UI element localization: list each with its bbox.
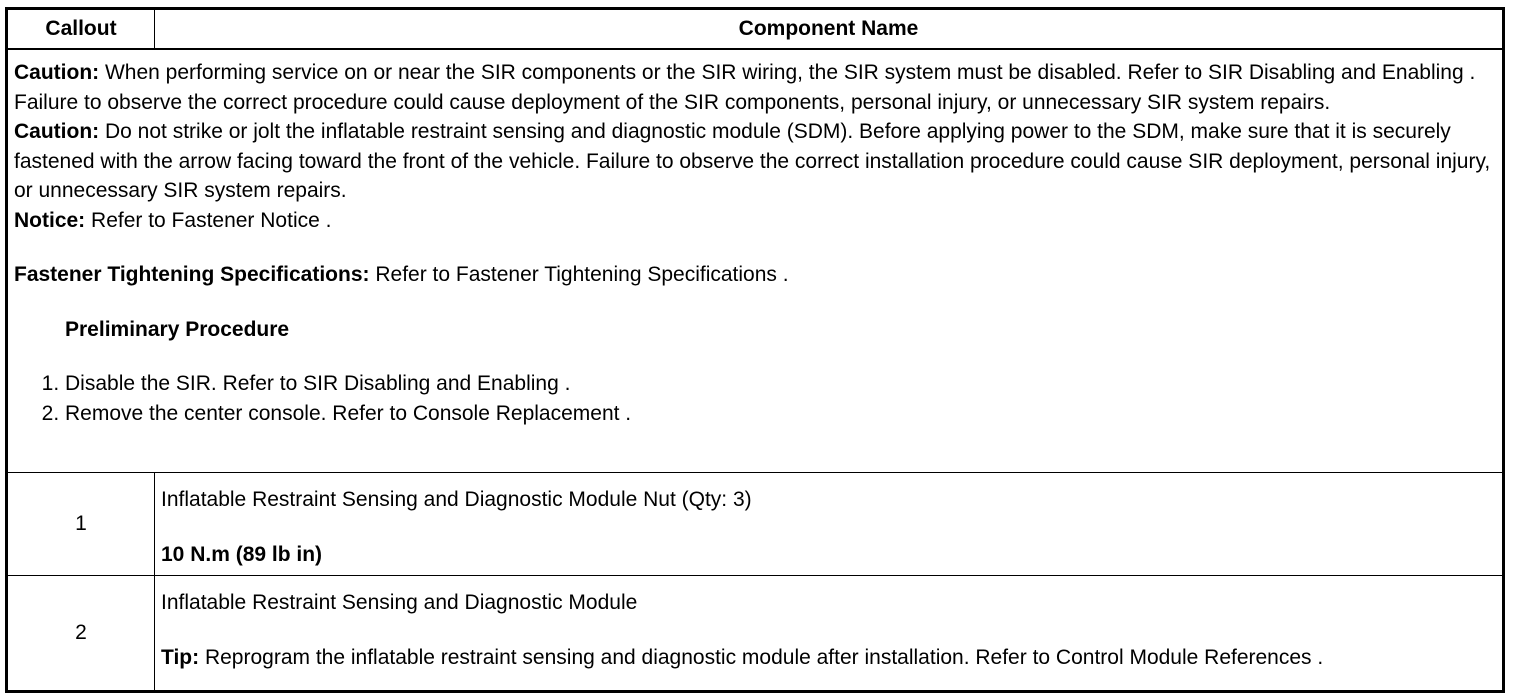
header-callout: Callout: [7, 9, 155, 50]
preliminary-heading: Preliminary Procedure: [65, 317, 290, 341]
step-item: 1. Disable the SIR. Refer to SIR Disabling and Enabling .: [65, 369, 1496, 399]
notice: [14, 206, 1496, 236]
preliminary-steps: [14, 369, 1496, 428]
caution-1: [14, 58, 1496, 117]
component-table: [5, 7, 1505, 693]
table-row: [7, 575, 1504, 692]
torque-spec: 10 N.m (89 lb in): [161, 542, 323, 566]
caution-1-label: Caution:: [14, 61, 100, 84]
intro-row: [7, 49, 1504, 472]
callout-number: 2: [7, 575, 155, 692]
notice-text: Refer to Fastener Notice .: [85, 208, 332, 232]
table-header-row: [7, 9, 1504, 50]
notice-label: Notice:: [14, 208, 86, 232]
caution-1-text: When performing service on or near the SIR components or the SIR wiring, the SIR system must be disabled. Refer to SIR Disabling and Enabling . Failure to observe the correct procedure could cause deployment of the SIR components, personal injury, or unnecessary SIR system repairs.: [14, 61, 1476, 114]
component-cell: [155, 575, 1504, 692]
header-component-name: Component Name: [155, 9, 1504, 50]
fastener-spec: [14, 260, 1496, 290]
callout-number: 1: [7, 472, 155, 575]
caution-2: [14, 117, 1496, 206]
spacer: [161, 617, 1496, 643]
spacer: [14, 235, 1496, 260]
tip-label: Tip:: [161, 645, 200, 669]
tip: [161, 643, 1496, 672]
step-item: 2. Remove the center console. Refer to Console Replacement .: [65, 399, 1496, 429]
intro-cell: [7, 49, 1504, 472]
component-cell: [155, 472, 1504, 575]
component-name: Inflatable Restraint Sensing and Diagnostic Module Nut (Qty: 3): [161, 487, 752, 511]
spacer: [161, 514, 1496, 540]
procedure-document: [5, 7, 1505, 693]
caution-2-label: Caution:: [14, 120, 100, 143]
caution-2-text: Do not strike or jolt the inflatable restraint sensing and diagnostic module (SDM). Before applying power to the SDM, make sure that it is securely fastened with the arrow facing toward the front of the vehicle. Failure to observe the correct installation procedure could cause SIR deployment, personal injury, or unnecessary SIR system repairs.: [14, 120, 1491, 202]
spacer: [14, 344, 1496, 369]
fastener-spec-label: Fastener Tightening Specifications:: [14, 263, 370, 286]
fastener-spec-text: Refer to Fastener Tightening Specifications .: [369, 263, 789, 286]
table-row: [7, 472, 1504, 575]
spacer: [14, 290, 1496, 315]
tip-text: Reprogram the inflatable restraint sensing and diagnostic module after installation. Refer to Control Module References .: [199, 645, 1324, 669]
component-name: Inflatable Restraint Sensing and Diagnostic Module: [161, 590, 638, 614]
